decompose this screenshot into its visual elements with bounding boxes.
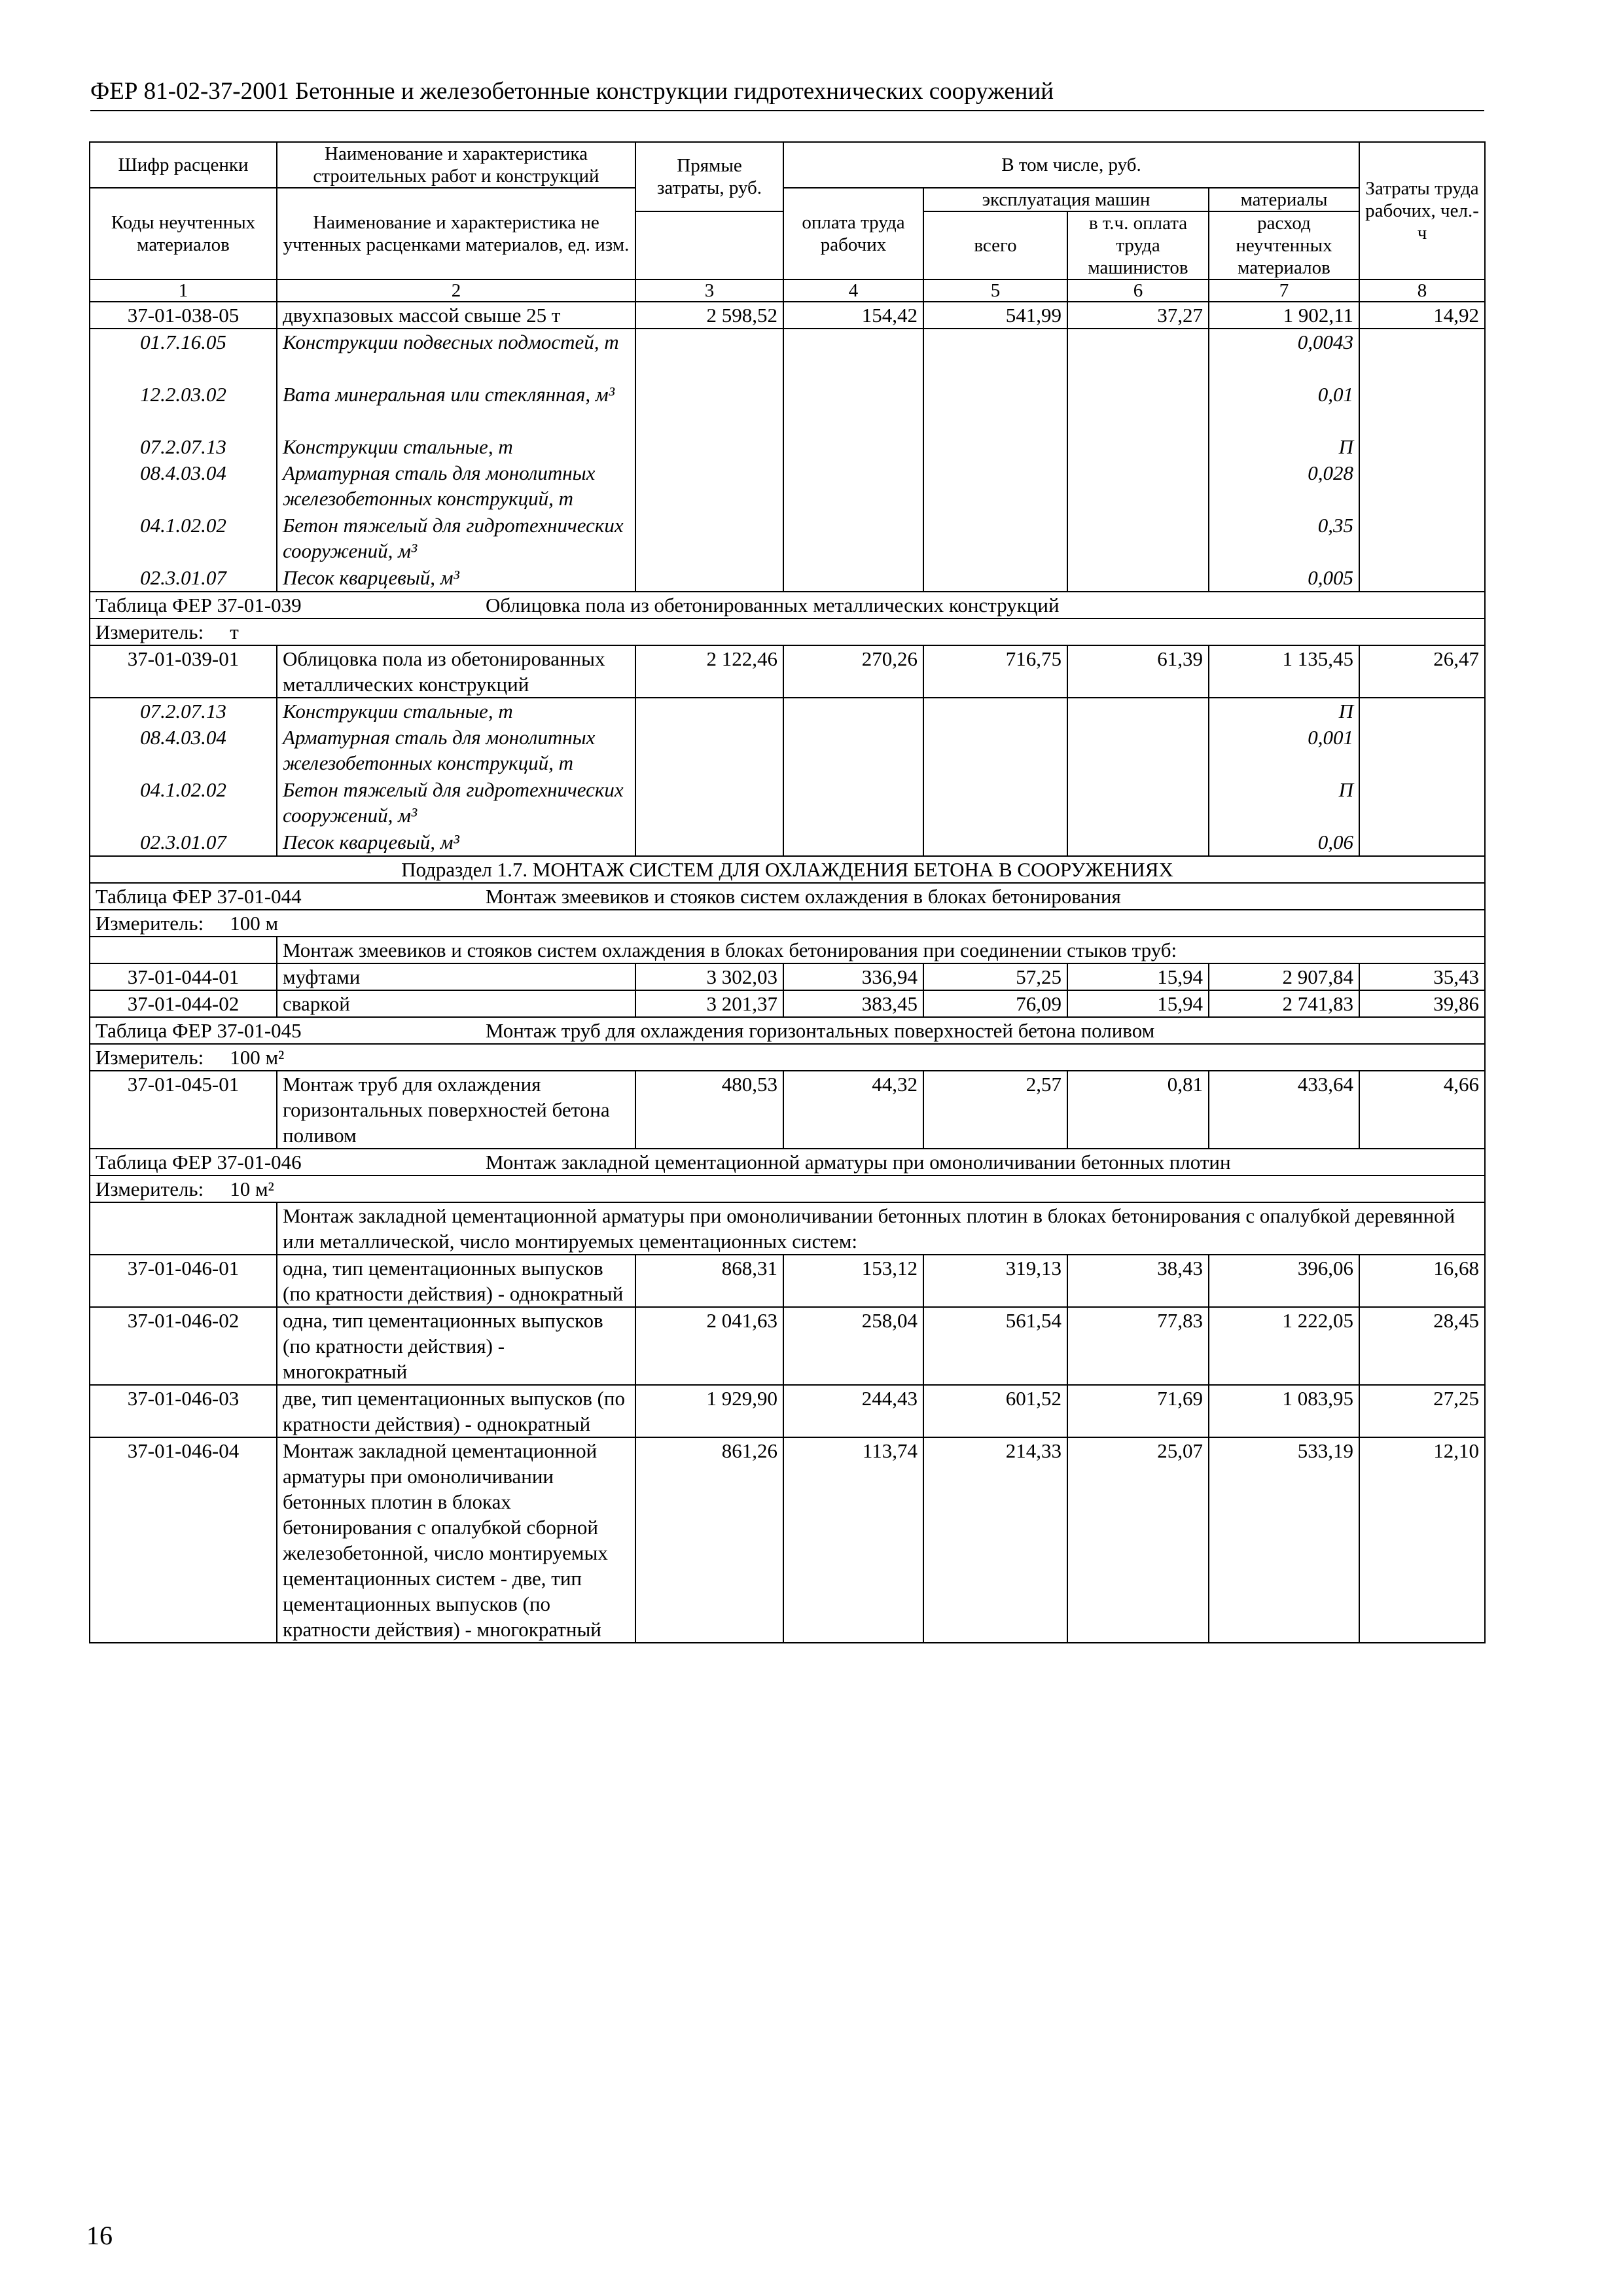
material-name: Бетон тяжелый для гидротехнических сооружений, м³: [283, 514, 624, 562]
material-value: П: [1338, 435, 1353, 458]
material-value: 0,028: [1308, 461, 1353, 484]
col-machines-header: эксплуатация машин: [923, 188, 1209, 211]
table-row: 37-01-045-01 Монтаж труб для охлаждения горизонтальных поверхностей бетона поливом 480,53 44,32 2,57 0,81 433,64 4,66: [90, 1071, 1485, 1149]
table-heading: Таблица ФЕР 37-01-045 Монтаж труб для охлаждения горизонтальных поверхностей бетона поливом: [90, 1017, 1485, 1044]
table-row: 37-01-044-01 муфтами 3 302,03 336,94 57,25 15,94 2 907,84 35,43: [90, 963, 1485, 990]
material-code: 01.7.16.05: [140, 331, 226, 353]
page-header: ФЕР 81-02-37-2001 Бетонные и железобетонные конструкции гидротехнических сооружений: [90, 77, 1484, 111]
col-code-header: Шифр расценки: [90, 142, 277, 188]
table-heading: Таблица ФЕР 37-01-039 Облицовка пола из обетонированных металлических конструкций: [90, 592, 1485, 619]
measure: Измеритель: 10 м²: [90, 1175, 1485, 1202]
measure: Измеритель: 100 м: [90, 910, 1485, 937]
material-name: Бетон тяжелый для гидротехнических сооружений, м³: [283, 778, 624, 827]
table-row: 37-01-044-02 сваркой 3 201,37 383,45 76,09 15,94 2 741,83 39,86: [90, 990, 1485, 1017]
material-value: 0,005: [1308, 566, 1353, 589]
material-code: 07.2.07.13: [140, 700, 226, 723]
material-value: 0,001: [1308, 726, 1353, 749]
table-row: 37-01-038-05 двухпазовых массой свыше 25 т 2 598,52 154,42 541,99 37,27 1 902,11 14,92: [90, 302, 1485, 329]
material-code: 12.2.03.02: [140, 383, 226, 406]
col-name-unacc-header: Наименование и характеристика не учтенных расценками материалов, ед. изм.: [277, 188, 635, 279]
table-heading: Таблица ФЕР 37-01-044 Монтаж змеевиков и стояков систем охлаждения в блоках бетонирования: [90, 883, 1485, 910]
col-direct-header: Прямые затраты, руб.: [635, 142, 783, 211]
material-name: Арматурная сталь для монолитных железобетонных конструкций, т: [283, 726, 596, 774]
material-code: 08.4.03.04: [140, 461, 226, 484]
table-row: 37-01-046-02 одна, тип цементационных выпусков (по кратности действия) - многократный 2 041,63 258,04 561,54 77,83 1 222,05 28,45: [90, 1307, 1485, 1385]
material-value: П: [1338, 700, 1353, 723]
col-name-header: Наименование и характеристика строительных работ и конструкций: [277, 142, 635, 188]
subsection-title: Подраздел 1.7. МОНТАЖ СИСТЕМ ДЛЯ ОХЛАЖДЕНИЯ БЕТОНА В СООРУЖЕНИЯХ: [90, 856, 1485, 883]
table-row: 37-01-039-01 Облицовка пола из обетонированных металлических конструкций 2 122,46 270,26 716,75 61,39 1 135,45 26,47: [90, 645, 1485, 698]
col-mach-wages-header: в т.ч. оплата труда машинистов: [1067, 211, 1209, 279]
table-note: Монтаж змеевиков и стояков систем охлаждения в блоках бетонирования при соединении стыков труб:: [277, 937, 1485, 963]
material-name: Конструкции стальные, т: [283, 435, 513, 458]
measure: Измеритель: 100 м²: [90, 1044, 1485, 1071]
material-value: П: [1338, 778, 1353, 801]
material-code: 02.3.01.07: [140, 831, 226, 853]
col-codes-unacc-header: Коды неучтенных материалов: [90, 188, 277, 279]
rates-table: [89, 141, 1486, 1643]
col-incl-header: В том числе, руб.: [783, 142, 1359, 188]
column-numbers-row: 1 2 3 4 5 6 7 8: [90, 279, 1485, 302]
col-wages-header: оплата труда рабочих: [783, 188, 923, 279]
material-name: Конструкции стальные, т: [283, 700, 513, 723]
material-name: Вата минеральная или стеклянная, м³: [283, 383, 615, 406]
table-row: 37-01-046-01 одна, тип цементационных выпусков (по кратности действия) - однократный 868,31 153,12 319,13 38,43 396,06 16,68: [90, 1255, 1485, 1307]
page-number: 16: [86, 2221, 113, 2250]
measure: Измеритель: т: [90, 619, 1485, 645]
material-name: Арматурная сталь для монолитных железобетонных конструкций, т: [283, 461, 596, 510]
material-value: 0,06: [1317, 831, 1353, 853]
table-note: Монтаж закладной цементационной арматуры при омоноличивании бетонных плотин в блоках бетонирования с опалубкой деревянной или металлической, число монтируемых цементационных систем:: [277, 1202, 1485, 1255]
table-heading: Таблица ФЕР 37-01-046 Монтаж закладной цементационной арматуры при омоноличивании бетонных плотин: [90, 1149, 1485, 1175]
col-mat-unacc-header: расход неучтенных материалов: [1209, 211, 1359, 279]
material-value: 0,01: [1317, 383, 1353, 406]
material-code: 07.2.07.13: [140, 435, 226, 458]
material-code: 02.3.01.07: [140, 566, 226, 589]
material-code: 04.1.02.02: [140, 514, 226, 537]
material-value: 0,35: [1317, 514, 1353, 537]
table-row: 37-01-046-04 Монтаж закладной цементационной арматуры при омоноличивании бетонных плотин в блоках бетонирования с опалубкой сборной железобетонной, число монтируемых цементационных систем - две, тип цементационных выпусков (по кратности действия) - многократный 861,26 113,74 214,33 25,07 533,19 12,10: [90, 1437, 1485, 1643]
material-name: Песок кварцевый, м³: [283, 566, 459, 589]
material-code: 04.1.02.02: [140, 778, 226, 801]
col-mach-total-header: всего: [923, 211, 1067, 279]
material-name: Конструкции подвесных подмостей, т: [283, 331, 619, 353]
col-labor-header: Затраты труда рабочих, чел.-ч: [1359, 142, 1485, 279]
materials-list: [90, 698, 1485, 856]
material-value: 0,0043: [1297, 331, 1353, 353]
col-materials-header: материалы: [1209, 188, 1359, 211]
material-code: 08.4.03.04: [140, 726, 226, 749]
table-row: 37-01-046-03 две, тип цементационных выпусков (по кратности действия) - однократный 1 929,90 244,43 601,52 71,69 1 083,95 27,25: [90, 1385, 1485, 1437]
materials-list: [90, 329, 1485, 592]
material-name: Песок кварцевый, м³: [283, 831, 459, 853]
